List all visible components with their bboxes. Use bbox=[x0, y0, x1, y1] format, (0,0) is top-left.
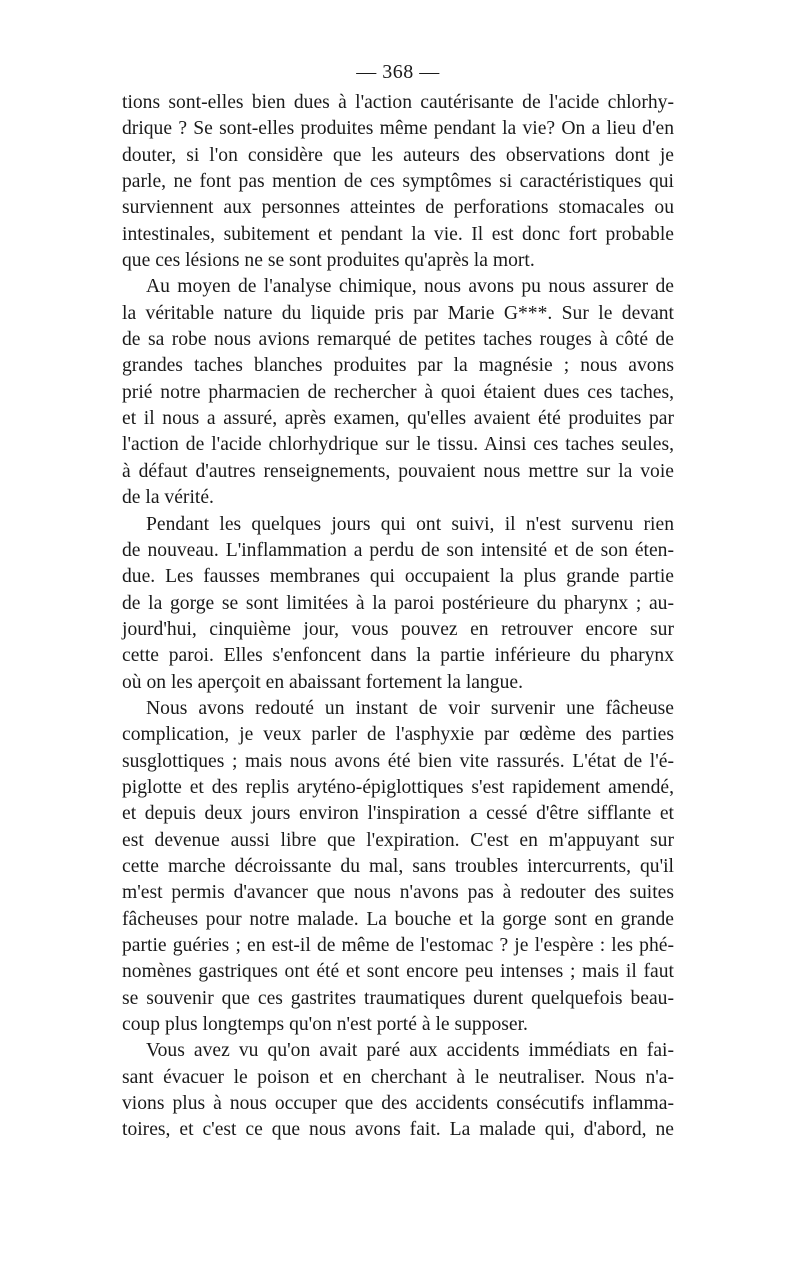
text-line: tions sont-elles bien dues à l'action cautérisante de l'acide chlorhy- bbox=[122, 92, 674, 113]
text-line: parle, ne font pas mention de ces symptômes si caractéristiques qui bbox=[122, 171, 674, 193]
text-line: cette marche décroissante du mal, sans troubles intercurrents, qu'il bbox=[122, 855, 674, 877]
text-line: Vous avez vu qu'on avait paré aux accidents immédiats en fai- bbox=[146, 1040, 674, 1062]
text-line: nomènes gastriques ont été et sont encore peu intenses ; mais il faut bbox=[122, 961, 674, 983]
text-line: à défaut d'autres renseignements, pouvaient nous mettre sur la voie bbox=[122, 460, 674, 482]
text-line: Au moyen de l'analyse chimique, nous avons pu nous assurer de bbox=[146, 276, 674, 298]
paragraph bbox=[122, 512, 674, 696]
book-page bbox=[122, 60, 674, 1144]
text-line: complication, je veux parler de l'asphyxie par œdème des parties bbox=[122, 724, 674, 746]
text-line: où on les aperçoit en abaissant fortement la langue. bbox=[122, 671, 523, 693]
text-line: prié notre pharmacien de rechercher à quoi étaient dues ces taches, bbox=[122, 381, 674, 403]
text-line: de la gorge se sont limitées à la paroi postérieure du pharynx ; au- bbox=[122, 592, 674, 614]
text-line: m'est permis d'avancer que nous n'avons pas à redouter des suites bbox=[122, 882, 674, 904]
text-line: l'action de l'acide chlorhydrique sur le tissu. Ainsi ces taches seules, bbox=[122, 434, 674, 456]
text-line: se souvenir que ces gastrites traumatiques durent quelquefois beau- bbox=[122, 987, 674, 1009]
text-line: drique ? Se sont-elles produites même pendant la vie? On a lieu d'en bbox=[122, 118, 674, 140]
text-line: cette paroi. Elles s'enfoncent dans la partie inférieure du pharynx bbox=[122, 645, 674, 667]
text-line: de nouveau. L'inflammation a perdu de son intensité et de son éten- bbox=[122, 539, 674, 561]
page-number: — 368 — bbox=[356, 61, 440, 83]
text-line: surviennent aux personnes atteintes de perforations stomacales ou bbox=[122, 197, 674, 219]
text-line: et il nous a assuré, après examen, qu'elles avaient été produites par bbox=[122, 408, 674, 430]
text-line: susglottiques ; mais nous avons été bien vite rassurés. L'état de l'é- bbox=[122, 750, 674, 772]
text-line: grandes taches blanches produites par la magnésie ; nous avons bbox=[122, 355, 674, 377]
text-line: de sa robe nous avions remarqué de petites taches rouges à côté de bbox=[122, 329, 674, 351]
text-line: fâcheuses pour notre malade. La bouche et la gorge sont en grande bbox=[122, 908, 674, 930]
paragraph bbox=[122, 1038, 674, 1143]
text-line: due. Les fausses membranes qui occupaient la plus grande partie bbox=[122, 566, 674, 588]
paragraph bbox=[122, 274, 674, 511]
text-line: piglotte et des replis aryténo-épiglottiques s'est rapidement amendé, bbox=[122, 776, 674, 798]
text-line: jourd'hui, cinquième jour, vous pouvez en retrouver encore sur bbox=[122, 618, 674, 640]
text-line: que ces lésions ne se sont produites qu'après la mort. bbox=[122, 250, 535, 272]
text-line: et depuis deux jours environ l'inspiration a cessé d'être sifflante et bbox=[122, 803, 674, 825]
text-line: Pendant les quelques jours qui ont suivi, il n'est survenu rien bbox=[146, 513, 674, 535]
paragraph bbox=[122, 90, 674, 274]
text-line: intestinales, subitement et pendant la vie. Il est donc fort probable bbox=[122, 223, 674, 245]
text-line: douter, si l'on considère que les auteurs des observations dont je bbox=[122, 144, 674, 166]
text-line: de la vérité. bbox=[122, 487, 214, 509]
text-line: Nous avons redouté un instant de voir survenir une fâcheuse bbox=[146, 697, 674, 719]
text-line: sant évacuer le poison et en cherchant à le neutraliser. Nous n'a- bbox=[122, 1066, 674, 1088]
text-line: toires, et c'est ce que nous avons fait. La malade qui, d'abord, ne bbox=[122, 1119, 674, 1141]
paragraph bbox=[122, 696, 674, 1038]
text-line: vions plus à nous occuper que des accidents consécutifs inflamma- bbox=[122, 1093, 674, 1115]
text-line: est devenue aussi libre que l'expiration. C'est en m'appuyant sur bbox=[122, 829, 674, 851]
text-line: la véritable nature du liquide pris par Marie G***. Sur le devant bbox=[122, 302, 674, 324]
text-line: partie guéries ; en est-il de même de l'estomac ? je l'espère : les phé- bbox=[122, 935, 674, 956]
text-line: coup plus longtemps qu'on n'est porté à le supposer. bbox=[122, 1014, 528, 1036]
body-text bbox=[122, 90, 674, 1144]
